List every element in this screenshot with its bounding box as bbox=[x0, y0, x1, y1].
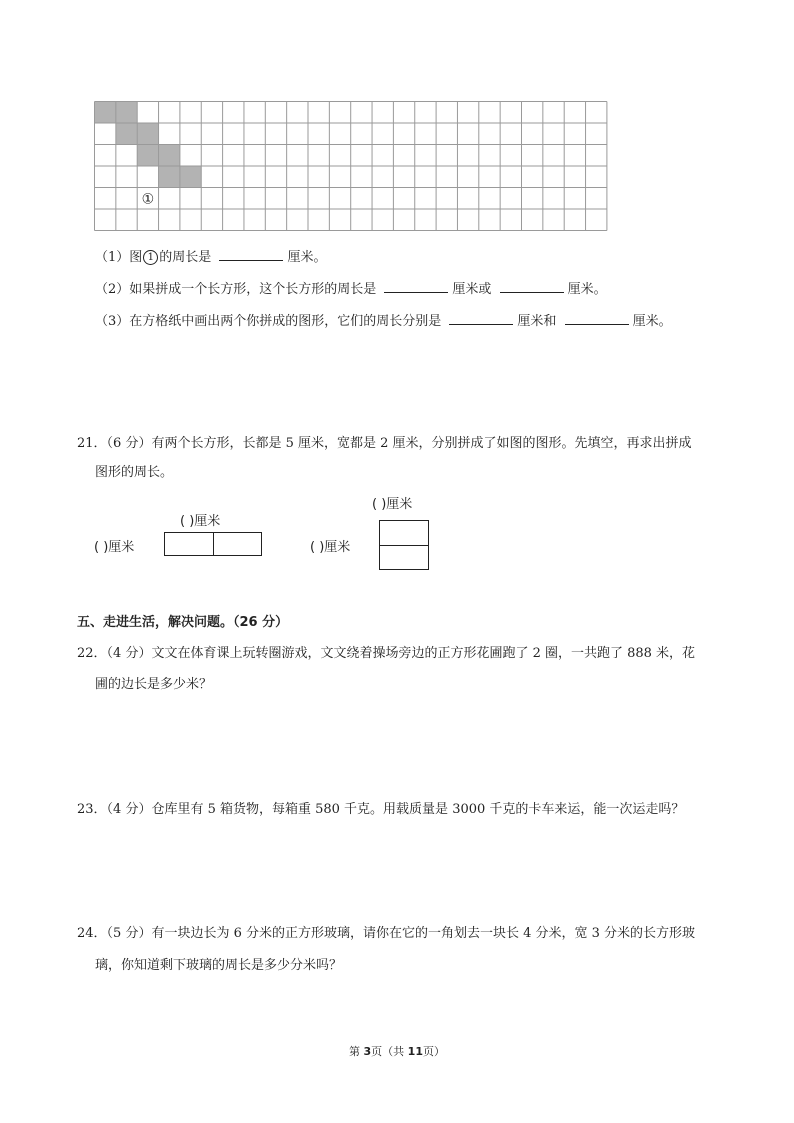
q20-sub2: （2）如果拼成一个长方形，这个长方形的周长是 厘米或 厘米。 bbox=[95, 278, 607, 300]
q20-sub1: （1）图 1 的周长是 厘米。 bbox=[95, 246, 326, 268]
page-footer: 第 3页（共 11页） bbox=[349, 1045, 445, 1058]
shaded-cell bbox=[116, 102, 137, 124]
shape-one-label: ① bbox=[141, 191, 155, 208]
fig1-rectangles bbox=[164, 532, 262, 556]
fig2-rectangles bbox=[379, 520, 429, 570]
shaded-cell bbox=[159, 145, 180, 167]
fig2-divider bbox=[380, 545, 428, 546]
q24-text-line1: 24．（5 分）有一块边长为 6 分米的正方形玻璃，请你在它的一角划去一块长 4 分米，宽 3 分米的长方形玻 bbox=[77, 926, 696, 941]
q23-text-line1: 23．（4 分）仓库里有 5 箱货物，每箱重 580 千克。用载质量是 3000 千克的卡车来运，能一次运走吗？ bbox=[77, 802, 685, 817]
fig1-left-label: ( )厘米 bbox=[94, 540, 135, 555]
q21-text-line1: 21．（6 分）有两个长方形，长都是 5 厘米，宽都是 2 厘米，分别拼成了如图的图形。先填空，再求出拼成 bbox=[77, 436, 692, 451]
fig1-divider bbox=[213, 533, 214, 555]
answer-blank[interactable] bbox=[384, 278, 448, 293]
q21-text-line2: 图形的周长。 bbox=[95, 465, 174, 480]
shape-one-marker: 1 bbox=[143, 250, 158, 265]
shaded-cell bbox=[137, 123, 158, 145]
answer-blank[interactable] bbox=[565, 310, 629, 325]
shaded-cell bbox=[95, 102, 116, 124]
answer-blank[interactable] bbox=[500, 278, 564, 293]
fig2-left-label: ( )厘米 bbox=[310, 540, 351, 555]
section-five-heading: 五、走进生活，解决问题。（26 分） bbox=[77, 615, 289, 630]
shaded-cell bbox=[159, 166, 180, 188]
q22-text-line2: 圃的边长是多少米？ bbox=[95, 677, 213, 692]
current-page-number: 3 bbox=[363, 1045, 372, 1058]
fig2-top-label: ( )厘米 bbox=[372, 497, 413, 512]
shaded-cell bbox=[116, 123, 137, 145]
shaded-cell bbox=[137, 145, 158, 167]
fig1-top-label: ( )厘米 bbox=[180, 514, 221, 529]
answer-blank[interactable] bbox=[449, 310, 513, 325]
shaded-cell bbox=[180, 166, 201, 188]
q20-sub3: （3）在方格纸中画出两个你拼成的图形，它们的周长分别是 厘米和 厘米。 bbox=[95, 310, 672, 332]
answer-blank[interactable] bbox=[219, 246, 283, 261]
square-grid-figure bbox=[94, 101, 608, 231]
q24-text-line2: 璃，你知道剩下玻璃的周长是多少分米吗？ bbox=[95, 958, 343, 973]
q22-text-line1: 22．（4 分）文文在体育课上玩转圈游戏，文文绕着操场旁边的正方形花圃跑了 2 圈，一共跑了 888 米，花 bbox=[77, 646, 696, 661]
total-pages: 11 bbox=[407, 1045, 423, 1058]
